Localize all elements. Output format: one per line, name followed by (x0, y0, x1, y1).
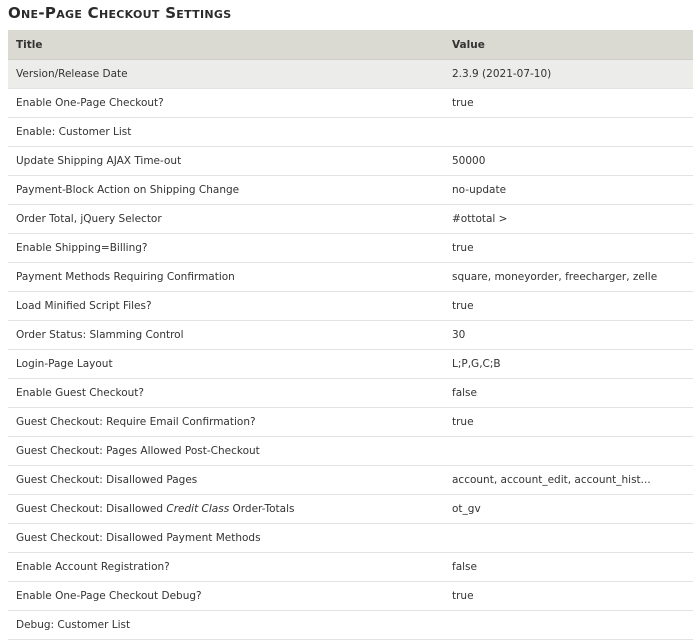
setting-title: Enable One-Page Checkout? (8, 89, 444, 118)
setting-value: square, moneyorder, freecharger, zelle (444, 263, 693, 292)
setting-value: no-update (444, 176, 693, 205)
setting-title-emphasis: Credit Class (166, 503, 230, 515)
table-row[interactable] (8, 379, 693, 408)
setting-value: 50000 (444, 147, 693, 176)
table-row[interactable] (8, 234, 693, 263)
table-row[interactable] (8, 118, 693, 147)
setting-value: true (444, 89, 693, 118)
setting-title: Order Total, jQuery Selector (8, 205, 444, 234)
setting-value: false (444, 379, 693, 408)
setting-title: Guest Checkout: Disallowed Pages (8, 466, 444, 495)
setting-title: Debug: Customer List (8, 611, 444, 640)
table-row[interactable] (8, 263, 693, 292)
setting-value: #ottotal > (444, 205, 693, 234)
setting-title: Payment Methods Requiring Confirmation (8, 263, 444, 292)
table-row[interactable] (8, 89, 693, 118)
table-row[interactable] (8, 321, 693, 350)
table-row[interactable] (8, 553, 693, 582)
table-row[interactable] (8, 60, 693, 89)
table-row[interactable] (8, 582, 693, 611)
setting-value (444, 524, 693, 553)
setting-value: ot_gv (444, 495, 693, 524)
setting-value (444, 118, 693, 147)
setting-title-suffix: Order-Totals (229, 503, 295, 515)
table-row[interactable] (8, 611, 693, 640)
table-row[interactable] (8, 292, 693, 321)
setting-title: Login-Page Layout (8, 350, 444, 379)
column-header-title[interactable]: Title (8, 30, 444, 60)
setting-title-prefix: Guest Checkout: Disallowed (16, 503, 167, 515)
setting-title: Update Shipping AJAX Time-out (8, 147, 444, 176)
table-row[interactable] (8, 495, 693, 524)
setting-title: Version/Release Date (8, 60, 444, 89)
settings-table (8, 30, 693, 640)
setting-title: Load Minified Script Files? (8, 292, 444, 321)
setting-title: Enable: Customer List (8, 118, 444, 147)
setting-title: Guest Checkout: Pages Allowed Post-Checkout (8, 437, 444, 466)
setting-title (8, 495, 444, 524)
setting-title: Payment-Block Action on Shipping Change (8, 176, 444, 205)
setting-value: true (444, 582, 693, 611)
setting-title: Enable Shipping=Billing? (8, 234, 444, 263)
setting-value: 2.3.9 (2021-07-10) (444, 60, 693, 89)
setting-value: true (444, 234, 693, 263)
setting-title: Order Status: Slamming Control (8, 321, 444, 350)
setting-value: true (444, 292, 693, 321)
page-title: One-Page Checkout Settings (8, 4, 232, 22)
setting-title: Guest Checkout: Disallowed Payment Methods (8, 524, 444, 553)
setting-title: Enable Account Registration? (8, 553, 444, 582)
table-row[interactable] (8, 524, 693, 553)
table-row[interactable] (8, 176, 693, 205)
table-row[interactable] (8, 466, 693, 495)
table-row[interactable] (8, 205, 693, 234)
column-header-value[interactable]: Value (444, 30, 693, 60)
table-row[interactable] (8, 147, 693, 176)
setting-title: Guest Checkout: Require Email Confirmation? (8, 408, 444, 437)
table-row[interactable] (8, 437, 693, 466)
table-header-row (8, 30, 693, 60)
setting-value: false (444, 553, 693, 582)
setting-value: L;P,G,C;B (444, 350, 693, 379)
table-row[interactable] (8, 408, 693, 437)
setting-value (444, 611, 693, 640)
setting-title: Enable One-Page Checkout Debug? (8, 582, 444, 611)
setting-value: true (444, 408, 693, 437)
setting-value: account, account_edit, account_hist... (444, 466, 693, 495)
setting-value: 30 (444, 321, 693, 350)
setting-title: Enable Guest Checkout? (8, 379, 444, 408)
setting-value (444, 437, 693, 466)
table-row[interactable] (8, 350, 693, 379)
